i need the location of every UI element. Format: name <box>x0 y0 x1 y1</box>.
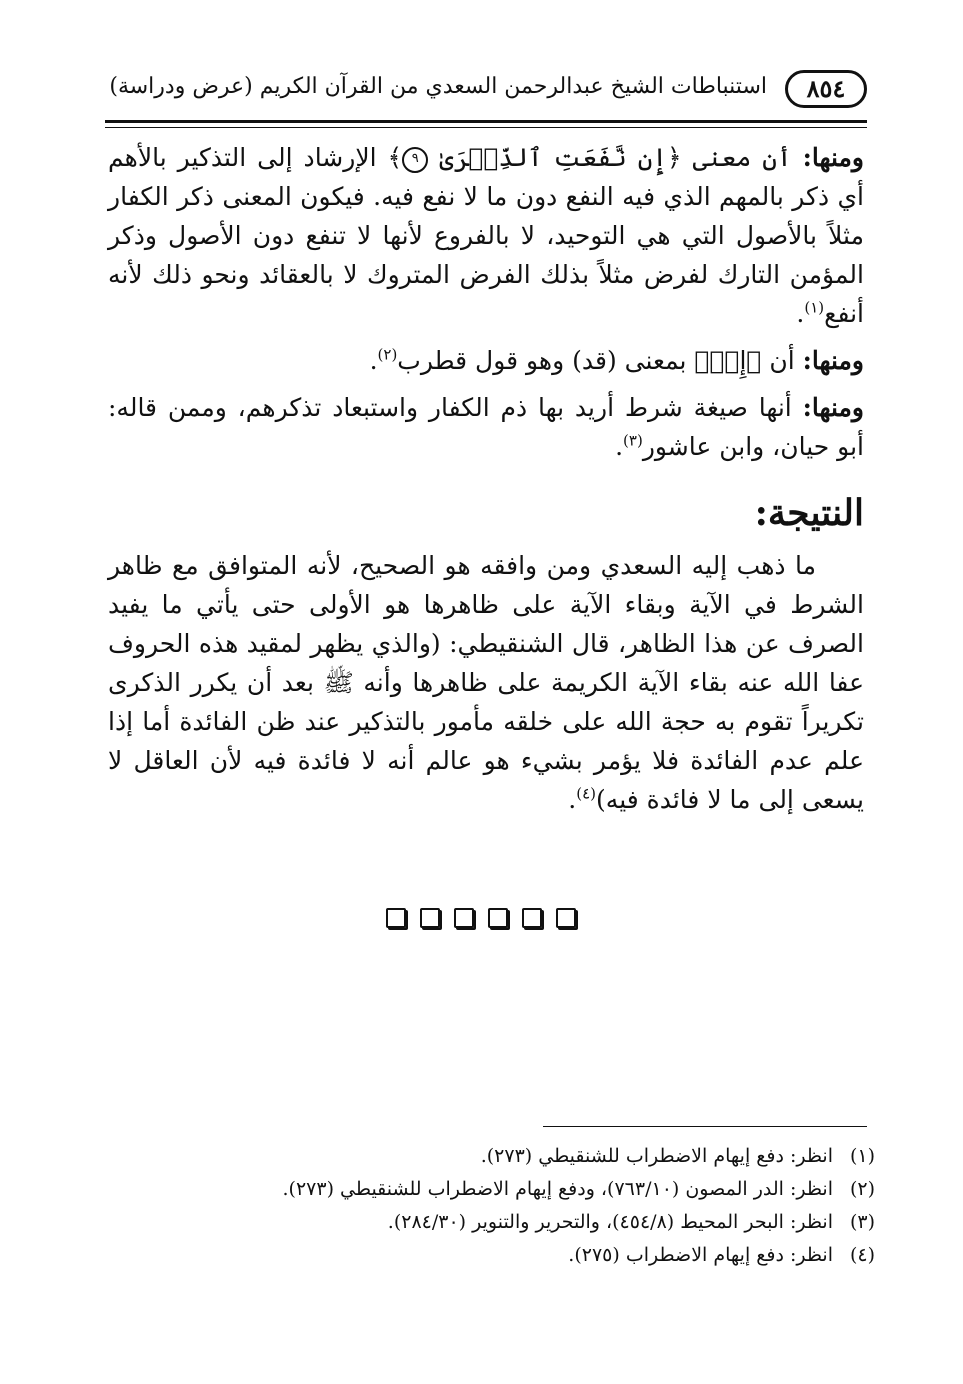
running-header <box>105 68 867 112</box>
footnote-separator <box>543 1126 867 1127</box>
footnote-1 <box>200 1140 875 1173</box>
footnote-ref[interactable]: (٤) <box>576 784 597 803</box>
square-ornament-icon <box>488 908 508 928</box>
footnote-ref[interactable]: (٢) <box>377 345 398 364</box>
square-ornament-icon <box>420 908 440 928</box>
paragraph-lead: ومنها: <box>802 393 864 422</box>
paragraph-lead: ومنها: <box>802 143 864 172</box>
footnote-text: انظر: دفع إيهام الاضطراب للشنقيطي (٢٧٣). <box>480 1145 833 1167</box>
footnote-number: (٢) <box>849 1178 875 1200</box>
ayah-number-icon: ٩ <box>402 147 428 173</box>
paragraph-text: ﴾ الإرشاد إلى التذكير بالأهم أي ذكر بالمهم الذي فيه النفع دون ما لا نفع فيه. فيكون المعنى ذكر الكفار مثلاً بالأصول التي هي التوحيد، لا بالفروع لأنها لا تنفع دون الأصول وذكر المؤمن التارك لفرض مثلاً بذلك الفرض المتروك لا بالعقائد ونحو ذلك لأنه أنفع <box>108 143 864 328</box>
footnote-2 <box>200 1173 875 1206</box>
footnote-text: انظر: دفع إيهام الاضطراب (٢٧٥). <box>568 1244 833 1266</box>
running-title: استنباطات الشيخ عبدالرحمن السعدي من القرآن الكريم (عرض ودراسة) <box>109 74 767 99</box>
square-ornament-icon <box>556 908 576 928</box>
footnote-ref[interactable]: (١) <box>804 298 825 317</box>
footnote-4 <box>200 1239 875 1272</box>
main-text <box>108 138 864 827</box>
square-ornament-icon <box>454 908 474 928</box>
footnote-ref[interactable]: (٣) <box>623 431 643 450</box>
section-divider-ornaments <box>386 908 606 932</box>
footnote-number: (٣) <box>849 1211 875 1233</box>
footnotes <box>200 1140 875 1272</box>
page-number-badge: ٨٥٤ <box>785 70 867 108</box>
paragraph-3: ومنها: أنها صيغة شرط أريد بها ذم الكفار واستبعاد تذكرهم، وممن قاله: أبو حيان، وابن عاشور$^{(٣)}$. <box>108 393 864 461</box>
paragraph-1: ومنها: أن معنى ﴿إِن نَّفَعَتِ ٱلذِّكۡرَىٰ ٩﴾ الإرشاد إلى التذكير بالأهم أي ذكر بالمهم الذي فيه النفع دون ما لا نفع فيه. فيكون المعنى ذكر الكفار مثلاً بالأصول التي هي التوحيد، لا بالفروع لأنها لا تنفع دون الأصول وذكر المؤمن التارك لفرض مثلاً بذلك الفرض المتروك لا بالعقائد ونحو ذلك لأنه أنفع$^{(١)}$. <box>108 143 864 328</box>
paragraph-text: ما ذهب إليه السعدي ومن وافقه هو الصحيح، لأنه المتوافق مع ظاهر الشرط في الآية وبقاء الآية على ظاهرها هو الأولى حتى يأتي ما يفيد الصرف عن هذا الظاهر، قال الشنقيطي: (والذي يظهر لمقيد هذه الحروف عفا الله عنه بقاء الآية الكريمة على ظاهرها وأنه ﷺ بعد أن يكرر الذكرى تكريراً تقوم به حجة الله على خلقه مأمور بالتذكير عند ظن الفائدة أما إذا علم عدم الفائدة فلا يؤمر بشيء هو عالم أنه لا فائدة فيه لأن العاقل لا يسعى إلى ما لا فائدة فيه) <box>108 551 864 814</box>
paragraph-lead: ومنها: <box>802 346 864 375</box>
footnote-text: انظر: البحر المحيط (٤٥٤/٨)، والتحرير والتنوير (٢٨٤/٣٠). <box>387 1211 833 1233</box>
footnote-3 <box>200 1206 875 1239</box>
footnote-number: (٤) <box>849 1244 875 1266</box>
paragraph-text: أنها صيغة شرط أريد بها ذم الكفار واستبعاد تذكرهم، وممن قاله: أبو حيان، وابن عاشور <box>108 393 864 461</box>
paragraph-2: ومنها: أن ﴿إِنۡ﴾ بمعنى (قد) وهو قول قطرب$^{(٢)}$. <box>369 345 864 375</box>
header-rule-thin <box>105 127 867 128</box>
result-paragraph: ما ذهب إليه السعدي ومن وافقه هو الصحيح، لأنه المتوافق مع ظاهر الشرط في الآية وبقاء الآية على ظاهرها هو الأولى حتى يأتي ما يفيد الصرف عن هذا الظاهر، قال الشنقيطي: (والذي يظهر لمقيد هذه الحروف عفا الله عنه بقاء الآية الكريمة على ظاهرها وأنه ﷺ بعد أن يكرر الذكرى تكريراً تقوم به حجة الله على خلقه مأمور بالتذكير عند ظن الفائدة أما إذا علم عدم الفائدة فلا يؤمر بشيء هو عالم أنه لا فائدة فيه لأن العاقل لا يسعى إلى ما لا فائدة فيه)$^{(٤)}$. <box>108 551 864 814</box>
section-heading: النتيجة: <box>754 492 864 534</box>
footnote-number: (١) <box>849 1145 875 1167</box>
header-rule-thick <box>105 120 867 123</box>
square-ornament-icon <box>522 908 542 928</box>
paragraph-text: أن ﴿إِنۡ﴾ بمعنى (قد) وهو قول قطرب <box>397 346 803 375</box>
paragraph-text: أن معنى ﴿إِن نَّفَعَتِ ٱلذِّكۡرَىٰ <box>428 143 803 172</box>
square-ornament-icon <box>386 908 406 928</box>
footnote-text: انظر: الدر المصون (٧٦٣/١٠)، ودفع إيهام الاضطراب للشنقيطي (٢٧٣). <box>282 1178 833 1200</box>
